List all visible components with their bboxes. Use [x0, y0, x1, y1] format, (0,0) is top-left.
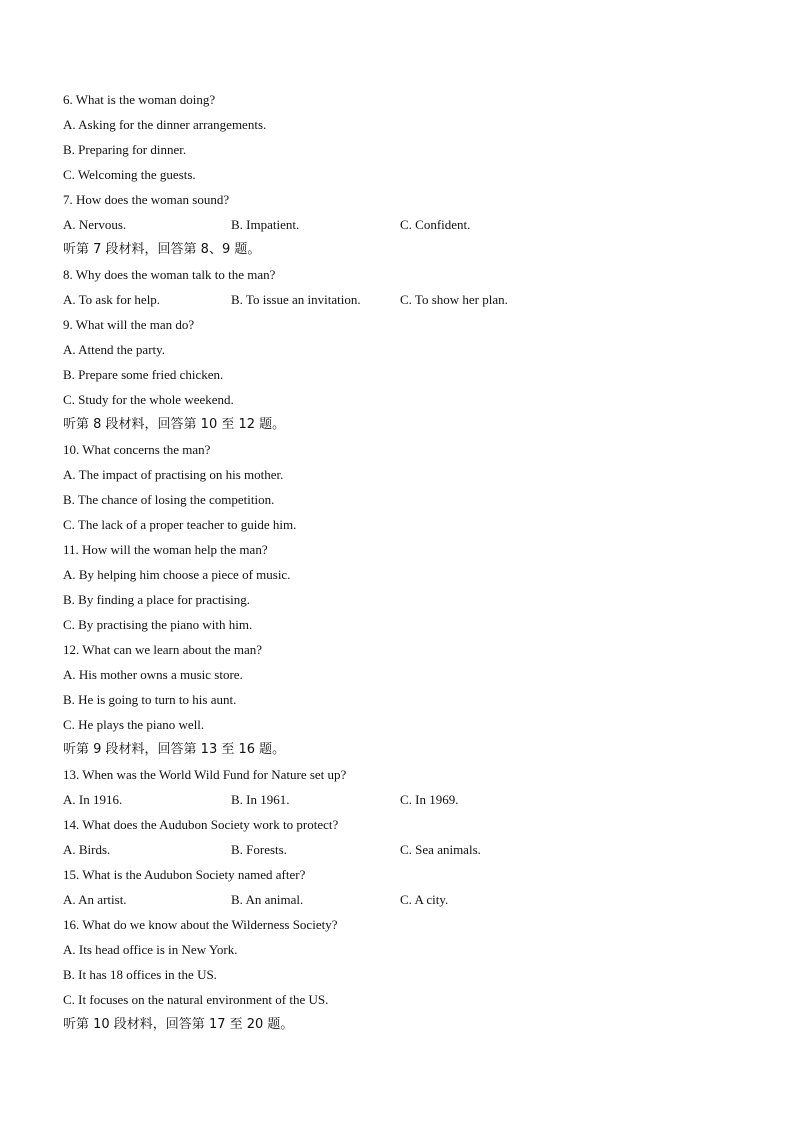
answer-option: C. A city.	[400, 892, 449, 907]
section-instruction: 听第 10 段材料，回答第 17 至 20 题。	[63, 1017, 294, 1032]
answer-option: A. Attend the party.	[63, 342, 166, 357]
answer-option: C. Welcoming the guests.	[63, 167, 196, 182]
option-row	[63, 212, 743, 237]
question-text: 14. What does the Audubon Society work to protect?	[63, 817, 339, 832]
answer-option: A. Nervous.	[63, 217, 127, 232]
answer-option: B. Forests.	[231, 842, 287, 857]
answer-option: C. By practising the piano with him.	[63, 617, 253, 632]
option-row	[63, 287, 743, 312]
question-text: 9. What will the man do?	[63, 317, 195, 332]
answer-option: B. He is going to turn to his aunt.	[63, 692, 237, 707]
question-list	[63, 87, 743, 1037]
option-row	[63, 887, 743, 912]
answer-option: A. To ask for help.	[63, 292, 161, 307]
answer-option: A. Birds.	[63, 842, 111, 857]
answer-option: B. Impatient.	[231, 217, 300, 232]
answer-option: B. To issue an invitation.	[231, 292, 361, 307]
question-text: 13. When was the World Wild Fund for Nature set up?	[63, 767, 347, 782]
answer-option: C. Confident.	[400, 217, 471, 232]
answer-option: C. He plays the piano well.	[63, 717, 205, 732]
answer-option: C. Study for the whole weekend.	[63, 392, 234, 407]
question-text: 8. Why does the woman talk to the man?	[63, 267, 276, 282]
question-text: 6. What is the woman doing?	[63, 92, 216, 107]
answer-option: C. In 1969.	[400, 792, 459, 807]
answer-option: B. Prepare some fried chicken.	[63, 367, 224, 382]
answer-option: B. Preparing for dinner.	[63, 142, 187, 157]
answer-option: A. By helping him choose a piece of music.	[63, 567, 291, 582]
answer-option: C. The lack of a proper teacher to guide him.	[63, 517, 297, 532]
option-row	[63, 837, 743, 862]
question-text: 16. What do we know about the Wilderness Society?	[63, 917, 338, 932]
answer-option: B. By finding a place for practising.	[63, 592, 251, 607]
answer-option: C. It focuses on the natural environment of the US.	[63, 992, 329, 1007]
answer-option: B. In 1961.	[231, 792, 290, 807]
section-instruction: 听第 9 段材料，回答第 13 至 16 题。	[63, 742, 286, 757]
question-text: 7. How does the woman sound?	[63, 192, 230, 207]
answer-option: A. The impact of practising on his mother.	[63, 467, 284, 482]
answer-option: C. Sea animals.	[400, 842, 481, 857]
answer-option: A. An artist.	[63, 892, 127, 907]
answer-option: A. His mother owns a music store.	[63, 667, 243, 682]
question-text: 15. What is the Audubon Society named after?	[63, 867, 306, 882]
answer-option: B. It has 18 offices in the US.	[63, 967, 217, 982]
answer-option: B. An animal.	[231, 892, 304, 907]
answer-option: C. To show her plan.	[400, 292, 508, 307]
section-instruction: 听第 7 段材料，回答第 8、9 题。	[63, 242, 261, 257]
answer-option: A. In 1916.	[63, 792, 123, 807]
answer-option: B. The chance of losing the competition.	[63, 492, 275, 507]
question-text: 12. What can we learn about the man?	[63, 642, 263, 657]
answer-option: A. Its head office is in New York.	[63, 942, 238, 957]
question-text: 10. What concerns the man?	[63, 442, 211, 457]
section-instruction: 听第 8 段材料，回答第 10 至 12 题。	[63, 417, 286, 432]
question-text: 11. How will the woman help the man?	[63, 542, 268, 557]
answer-option: A. Asking for the dinner arrangements.	[63, 117, 267, 132]
option-row	[63, 787, 743, 812]
